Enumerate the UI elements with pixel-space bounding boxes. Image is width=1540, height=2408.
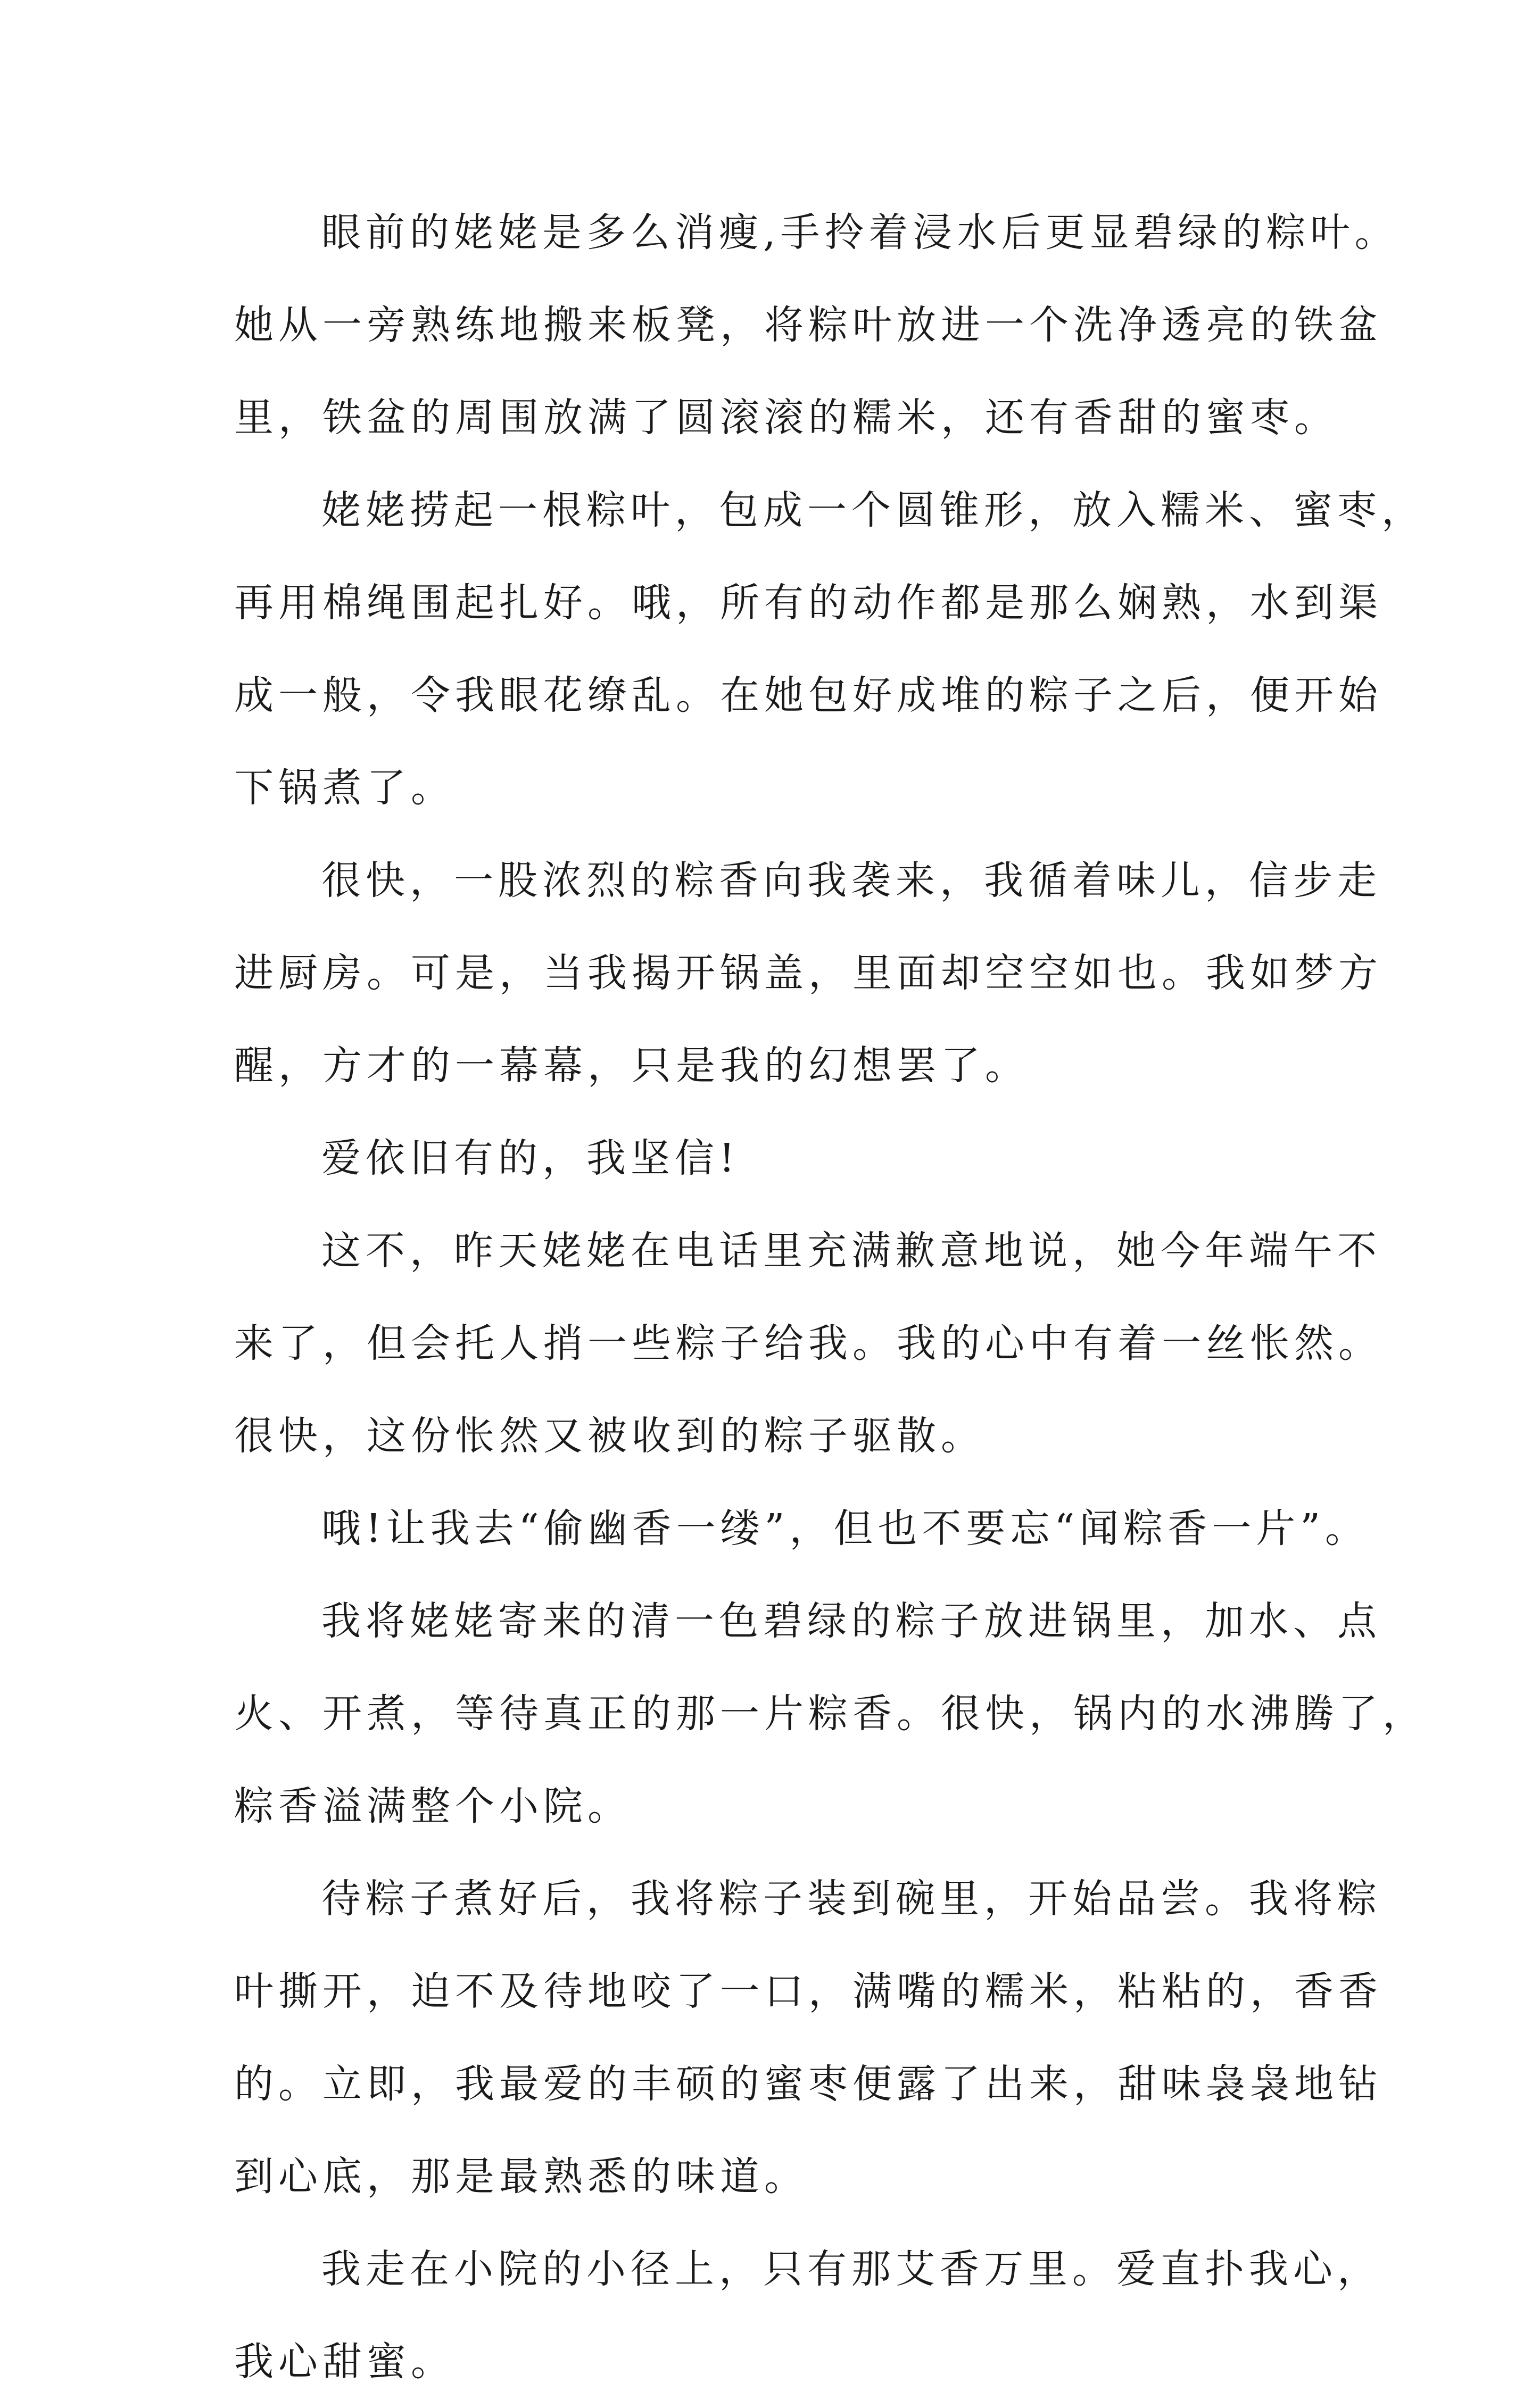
text-line: 再用棉绳围起扎好。哦，所有的动作都是那么娴熟，水到渠 — [234, 580, 1382, 626]
text-line: 醒，方才的一幕幕，只是我的幻想罢了。 — [234, 1043, 1029, 1089]
text-line: 我将姥姥寄来的清一色碧绿的粽子放进锅里，加水、点 — [321, 1598, 1381, 1644]
text-line: 哦!让我去“偷幽香一缕”，但也不要忘“闻粽香一片”。 — [321, 1506, 1370, 1551]
text-line: 进厨房。可是，当我揭开锅盖，里面却空空如也。我如梦方 — [234, 950, 1382, 996]
essay-body — [234, 186, 1427, 2408]
text-line: 下锅煮了。 — [234, 765, 455, 811]
text-line: 我走在小院的小径上，只有那艾香万里。爱直扑我心， — [321, 2246, 1381, 2292]
text-line: 到心底，那是最熟悉的味道。 — [234, 2154, 808, 2199]
text-line: 姥姥捞起一根粽叶，包成一个圆锥形，放入糯米、蜜枣， — [321, 487, 1426, 533]
text-line: 叶撕开，迫不及待地咬了一口，满嘴的糯米，粘粘的，香香 — [234, 1969, 1382, 2014]
text-line: 的。立即，我最爱的丰硕的蜜枣便露了出来，甜味袅袅地钻 — [234, 2061, 1382, 2107]
text-line: 很快，一股浓烈的粽香向我袭来，我循着味儿，信步走 — [321, 858, 1381, 903]
text-line: 爱依旧有的，我坚信! — [321, 1135, 740, 1181]
text-line: 她从一旁熟练地搬来板凳，将粽叶放进一个洗净透亮的铁盆 — [234, 302, 1382, 348]
text-line: 眼前的姥姥是多么消瘦,手拎着浸水后更显碧绿的粽叶。 — [321, 210, 1399, 255]
text-line: 成一般，令我眼花缭乱。在她包好成堆的粽子之后，便开始 — [234, 672, 1382, 718]
text-line: 粽香溢满整个小院。 — [234, 1783, 632, 1829]
text-line: 里，铁盆的周围放满了圆滚滚的糯米，还有香甜的蜜枣。 — [234, 395, 1338, 441]
text-line: 待粽子煮好后，我将粽子装到碗里，开始品尝。我将粽 — [321, 1876, 1381, 1922]
text-line: 这不，昨天姥姥在电话里充满歉意地说，她今年端午不 — [321, 1228, 1381, 1274]
text-line: 很快，这份怅然又被收到的粽子驱散。 — [234, 1413, 985, 1459]
text-line: 我心甜蜜。 — [234, 2339, 455, 2385]
text-line: 来了，但会托人捎一些粽子给我。我的心中有着一丝怅然。 — [234, 1321, 1382, 1366]
text-line: 火、开煮，等待真正的那一片粽香。很快，锅内的水沸腾了， — [234, 1691, 1427, 1737]
